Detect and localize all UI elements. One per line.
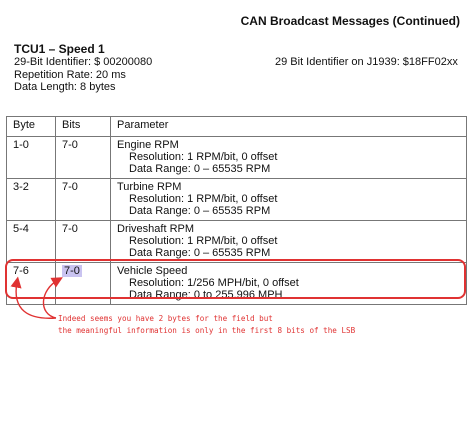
- data-length-text: Data Length: 8 bytes: [14, 81, 116, 93]
- header-parameter: Parameter: [111, 117, 467, 137]
- annotation-line-2: the meaningful information is only in the first 8 bits of the LSB: [58, 326, 356, 335]
- byte-cell: 5-4: [7, 221, 56, 263]
- parameter-resolution: Resolution: 1 RPM/bit, 0 offset: [129, 193, 278, 205]
- page-header-title: CAN Broadcast Messages (Continued): [240, 14, 460, 28]
- byte-cell: 1-0: [7, 137, 56, 179]
- byte-cell: 7-6: [7, 263, 56, 305]
- identifier-text: 29-Bit Identifier: $ 00200080: [14, 56, 153, 68]
- parameter-resolution: Resolution: 1 RPM/bit, 0 offset: [129, 151, 278, 163]
- parameter-name: Engine RPM: [117, 139, 179, 151]
- parameter-range: Data Range: 0 – 65535 RPM: [129, 163, 271, 175]
- parameter-name: Vehicle Speed: [117, 265, 188, 277]
- parameter-resolution: Resolution: 1 RPM/bit, 0 offset: [129, 235, 278, 247]
- parameter-name: Driveshaft RPM: [117, 223, 195, 235]
- repetition-rate-text: Repetition Rate: 20 ms: [14, 68, 126, 81]
- header-byte: Byte: [7, 117, 56, 137]
- bits-cell: 7-0: [56, 221, 111, 263]
- parameter-name: Turbine RPM: [117, 181, 182, 193]
- parameter-resolution: Resolution: 1/256 MPH/bit, 0 offset: [129, 277, 299, 289]
- byte-cell: 3-2: [7, 179, 56, 221]
- bits-highlight: 7-0: [64, 265, 80, 277]
- arrow-to-bits: [43, 280, 58, 318]
- j1939-identifier-text: 29 Bit Identifier on J1939: $18FF02xx: [275, 56, 458, 68]
- parameter-range: Data Range: 0 – 65535 RPM: [129, 247, 271, 259]
- annotation-line-1: Indeed seems you have 2 bytes for the field but: [58, 314, 273, 323]
- header-bits: Bits: [56, 117, 111, 137]
- parameter-range: Data Range: 0 – 65535 RPM: [129, 205, 271, 217]
- message-title: TCU1 – Speed 1: [14, 42, 105, 56]
- parameter-range: Data Range: 0 to 255.996 MPH: [129, 289, 283, 301]
- annotation-note: [58, 313, 355, 337]
- bits-cell: 7-0: [56, 179, 111, 221]
- bits-cell: 7-0: [56, 137, 111, 179]
